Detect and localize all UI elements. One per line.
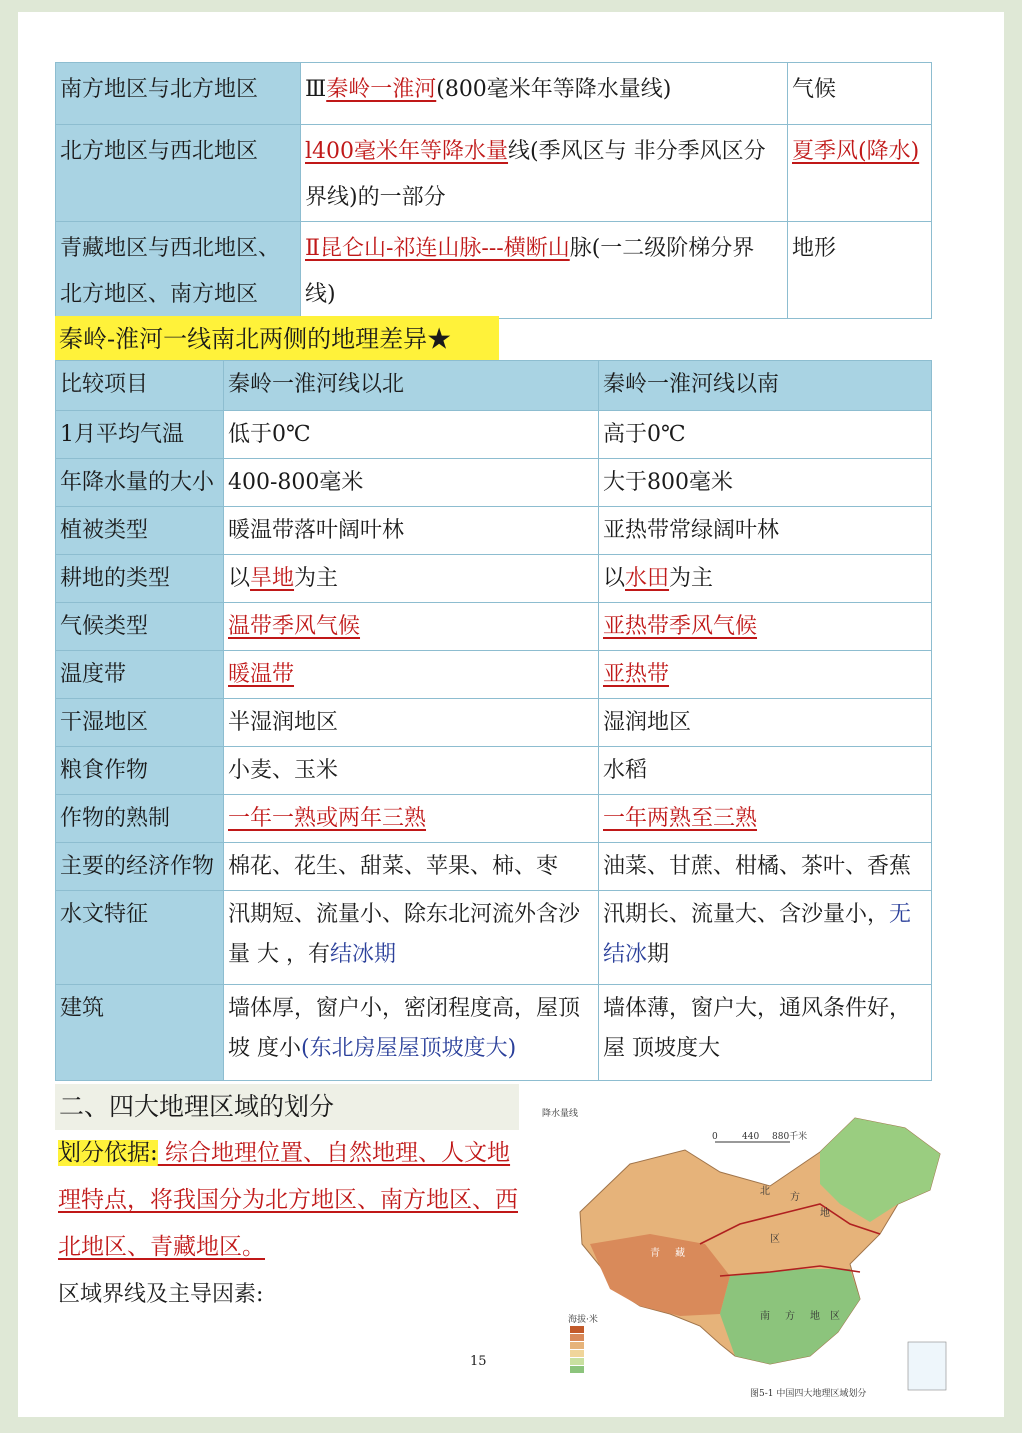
item-cell: 植被类型 <box>56 507 224 555</box>
south-cell: 水稻 <box>599 747 932 795</box>
item-cell: 干湿地区 <box>56 699 224 747</box>
region-label: 南 <box>760 1311 770 1322</box>
south-cell: 高于0℃ <box>599 411 932 459</box>
basis-label: 划分依据: <box>58 1140 158 1166</box>
north-cell: 暖温带落叶阔叶林 <box>224 507 599 555</box>
elevation-title: 海拔·米 <box>568 1315 598 1325</box>
cell-text: 为主 <box>294 566 339 591</box>
table-row <box>56 222 932 319</box>
south-cell <box>599 603 932 651</box>
cell-text: 墙体厚，窗户小，密闭程度高，屋顶坡 度小 <box>228 996 581 1061</box>
page-number: 15 <box>470 1354 487 1369</box>
section-title: 二、四大地理区域的划分 <box>55 1084 519 1130</box>
item-cell: 1月平均气温 <box>56 411 224 459</box>
table-row <box>56 125 932 222</box>
cell-text: 汛期短、流量小、除东北河流外含沙量 大 ，有 <box>228 902 581 967</box>
table-header-row <box>56 361 932 411</box>
table-cell: 气候 <box>788 63 932 125</box>
red-text: Ⅱ昆仑山-祁连山脉---横断山 <box>305 236 570 261</box>
blue-text: 结冰期 <box>330 942 397 967</box>
table-cell <box>301 63 788 125</box>
cell-text: 期 <box>647 942 670 967</box>
red-text: 水田 <box>625 566 670 591</box>
north-cell: 400-800毫米 <box>224 459 599 507</box>
item-cell: 耕地的类型 <box>56 555 224 603</box>
north-cell <box>224 555 599 603</box>
item-cell: 粮食作物 <box>56 747 224 795</box>
south-cell: 墙体薄，窗户大，通风条件好，屋 顶坡度大 <box>599 985 932 1081</box>
scale-label: 880千米 <box>772 1132 808 1142</box>
item-cell: 主要的经济作物 <box>56 843 224 891</box>
boundary-label: 区域界线及主导因素: <box>58 1282 264 1307</box>
region-label: 地 <box>810 1311 820 1322</box>
region-label: 方 <box>790 1192 800 1203</box>
cell-text: 汛期长、流量大、含沙量小， <box>603 902 890 927</box>
table-row <box>56 459 932 507</box>
north-cell <box>224 603 599 651</box>
cell-text: 以 <box>228 566 251 591</box>
blue-text: 无结冰 <box>603 902 912 967</box>
region-label: 区 <box>770 1234 780 1245</box>
region-label: 地 <box>820 1208 830 1219</box>
north-cell: 半湿润地区 <box>224 699 599 747</box>
boundary-table <box>55 62 932 319</box>
table-cell <box>301 222 788 319</box>
red-text: 亚热带季风气候 <box>603 614 758 639</box>
red-text: 秦岭一淮河 <box>326 77 437 102</box>
roman-numeral: Ⅲ <box>305 77 327 102</box>
table-cell: 地形 <box>788 222 932 319</box>
north-cell <box>224 795 599 843</box>
south-cell <box>599 795 932 843</box>
region-label: 北 <box>760 1186 770 1197</box>
red-text: 旱地 <box>250 566 295 591</box>
north-cell <box>224 985 599 1081</box>
table-row <box>56 507 932 555</box>
red-text: 一年两熟至三熟 <box>603 806 758 831</box>
table-row <box>56 603 932 651</box>
red-text: 暖温带 <box>228 662 295 687</box>
north-cell: 低于0℃ <box>224 411 599 459</box>
south-cell: 湿润地区 <box>599 699 932 747</box>
north-cell: 小麦、玉米 <box>224 747 599 795</box>
table-cell: 青藏地区与西北地区、北方地区、南方地区 <box>56 222 301 319</box>
table-cell: 北方地区与西北地区 <box>56 125 301 222</box>
region-label: 区 <box>830 1311 840 1322</box>
south-cell: 油菜、甘蔗、柑橘、茶叶、香蕉 <box>599 843 932 891</box>
south-china-sea-inset <box>908 1342 946 1390</box>
south-cell: 大于800毫米 <box>599 459 932 507</box>
table-row <box>56 699 932 747</box>
table-row <box>56 843 932 891</box>
header-cell: 秦岭一淮河线以南 <box>599 361 932 411</box>
red-text: l400毫米年等降水量 <box>305 139 509 164</box>
red-text: 一年一熟或两年三熟 <box>228 806 427 831</box>
region-label: 藏 <box>675 1248 685 1259</box>
china-regions-map <box>520 1094 960 1400</box>
north-cell <box>224 891 599 985</box>
basis-text: 综合地理位置、自然地理、人文地理特点，将我国分为北方地区、南方地区、西北地区、青藏地区。 <box>58 1140 518 1260</box>
item-cell: 年降水量的大小 <box>56 459 224 507</box>
cell-text: 脉(一二级阶梯分界线) <box>305 236 755 307</box>
cell-text: 为主 <box>669 566 714 591</box>
south-cell: 亚热带常绿阔叶林 <box>599 507 932 555</box>
comparison-table <box>55 360 932 1081</box>
table-cell <box>301 125 788 222</box>
map-caption: 图5-1 中国四大地理区域划分 <box>750 1389 867 1399</box>
blue-text: (东北房屋屋顶坡度大) <box>301 1036 517 1061</box>
header-cell: 比较项目 <box>56 361 224 411</box>
red-text: 温带季风气候 <box>228 614 361 639</box>
section-heading: 秦岭-淮河一线南北两侧的地理差异★ <box>55 316 499 360</box>
red-text: 夏季风(降水) <box>792 139 920 164</box>
table-row <box>56 651 932 699</box>
item-cell: 作物的熟制 <box>56 795 224 843</box>
south-cell <box>599 651 932 699</box>
table-row <box>56 411 932 459</box>
item-cell: 水文特征 <box>56 891 224 985</box>
south-cell <box>599 555 932 603</box>
item-cell: 气候类型 <box>56 603 224 651</box>
table-row <box>56 63 932 125</box>
north-cell: 棉花、花生、甜菜、苹果、柿、枣 <box>224 843 599 891</box>
cell-text: 线(季风区与 非分季风区分界线)的一部分 <box>305 139 766 210</box>
division-basis <box>58 1130 528 1271</box>
table-row <box>56 891 932 985</box>
region-label: 青 <box>650 1248 660 1259</box>
scale-label: 0 <box>712 1132 718 1142</box>
item-cell: 建筑 <box>56 985 224 1081</box>
red-text: 亚热带 <box>603 662 670 687</box>
table-cell <box>788 125 932 222</box>
cell-text: (800毫米年等降水量线) <box>436 77 672 102</box>
table-row <box>56 747 932 795</box>
table-row <box>56 555 932 603</box>
scale-label: 440 <box>742 1132 760 1142</box>
cell-text: 以 <box>603 566 626 591</box>
region-label: 方 <box>785 1311 795 1322</box>
table-row <box>56 795 932 843</box>
header-cell: 秦岭一淮河线以北 <box>224 361 599 411</box>
table-row <box>56 985 932 1081</box>
south-cell <box>599 891 932 985</box>
item-cell: 温度带 <box>56 651 224 699</box>
map-legend-text: 降水量线 <box>542 1109 579 1119</box>
north-cell <box>224 651 599 699</box>
table-cell: 南方地区与北方地区 <box>56 63 301 125</box>
